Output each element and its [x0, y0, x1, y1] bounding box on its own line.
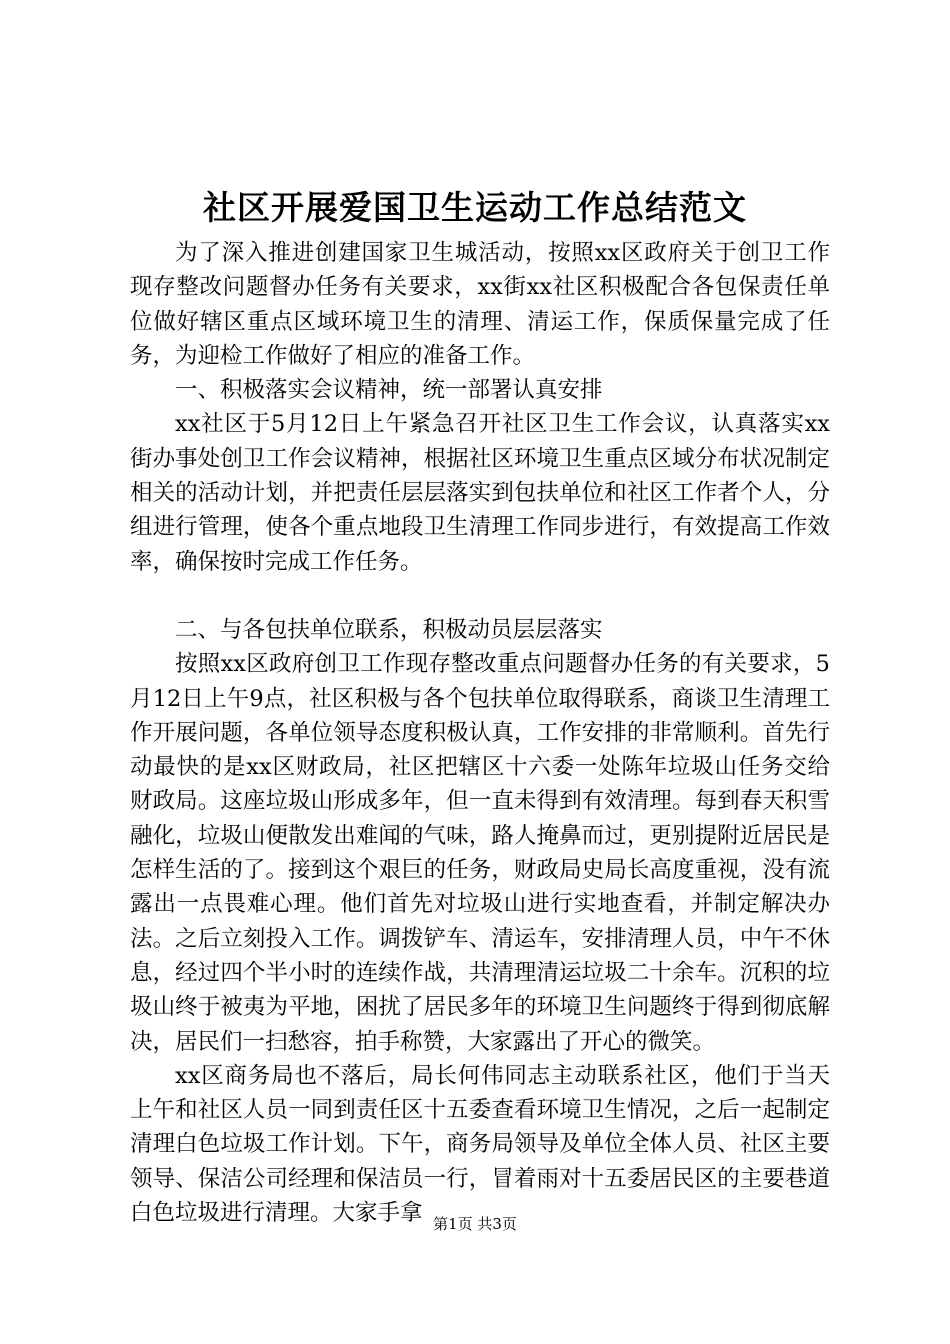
section-2-paragraph-1: 按照xx区政府创卫工作现存整改重点问题督办任务的有关要求，5月12日上午9点，社区积极与各个包扶单位取得联系，商谈卫生清理工作开展问题，各单位领导态度积极认真，工作安排的非常顺利。首先行动最快的是xx区财政局，社区把辖区十六委一处陈年垃圾山任务交给财政局。这座垃圾山形成多年，但一直未得到有效清理。每到春天积雪融化，垃圾山便散发出难闻的气味，路人掩鼻而过，更别提附近居民是怎样生活的了。接到这个艰巨的任务，财政局史局长高度重视，没有流露出一点畏难心理。他们首先对垃圾山进行实地查看，并制定解决办法。之后立刻投入工作。调拨铲车、清运车，安排清理人员，中午不休息，经过四个半小时的连续作战，共清理清运垃圾二十余车。沉积的垃圾山终于被夷为平地，困扰了居民多年的环境卫生问题终于得到彻底解决，居民们一扫愁容，拍手称赞，大家露出了开心的微笑。 [130, 651, 830, 1055]
paragraph-spacer [130, 579, 830, 613]
intro-paragraph: 为了深入推进创建国家卫生城活动，按照xx区政府关于创卫工作现存整改问题督办任务有关要求，xx街xx社区积极配合各包保责任单位做好辖区重点区域环境卫生的清理、清运工作，保质保量完成了任务，为迎检工作做好了相应的准备工作。 [130, 240, 830, 369]
page-footer: 第1页 共3页 [433, 1215, 517, 1233]
document-body [130, 236, 830, 1230]
section-heading-1: 一、积极落实会议精神，统一部署认真安排 [175, 377, 603, 404]
section-heading-2: 二、与各包扶单位联系，积极动员层层落实 [175, 616, 603, 643]
section-1-paragraph: xx社区于5月12日上午紧急召开社区卫生工作会议，认真落实xx街办事处创卫工作会议精神，根据社区环境卫生重点区域分布状况制定相关的活动计划，并把责任层层落实到包扶单位和社区工作者个人，分组进行管理，使各个重点地段卫生清理工作同步进行，有效提高工作效率，确保按时完成工作任务。 [130, 411, 830, 575]
document-title: 社区开展爱国卫生运动工作总结范文 [203, 188, 747, 227]
section-2-paragraph-2: xx区商务局也不落后，局长何伟同志主动联系社区，他们于当天上午和社区人员一同到责任区十五委查看环境卫生情况，之后一起制定清理白色垃圾工作计划。下午，商务局领导及单位全体人员、社区主要领导、保洁公司经理和保洁员一行，冒着雨对十五委居民区的主要巷道白色垃圾进行清理。大家手拿 [130, 1062, 830, 1227]
